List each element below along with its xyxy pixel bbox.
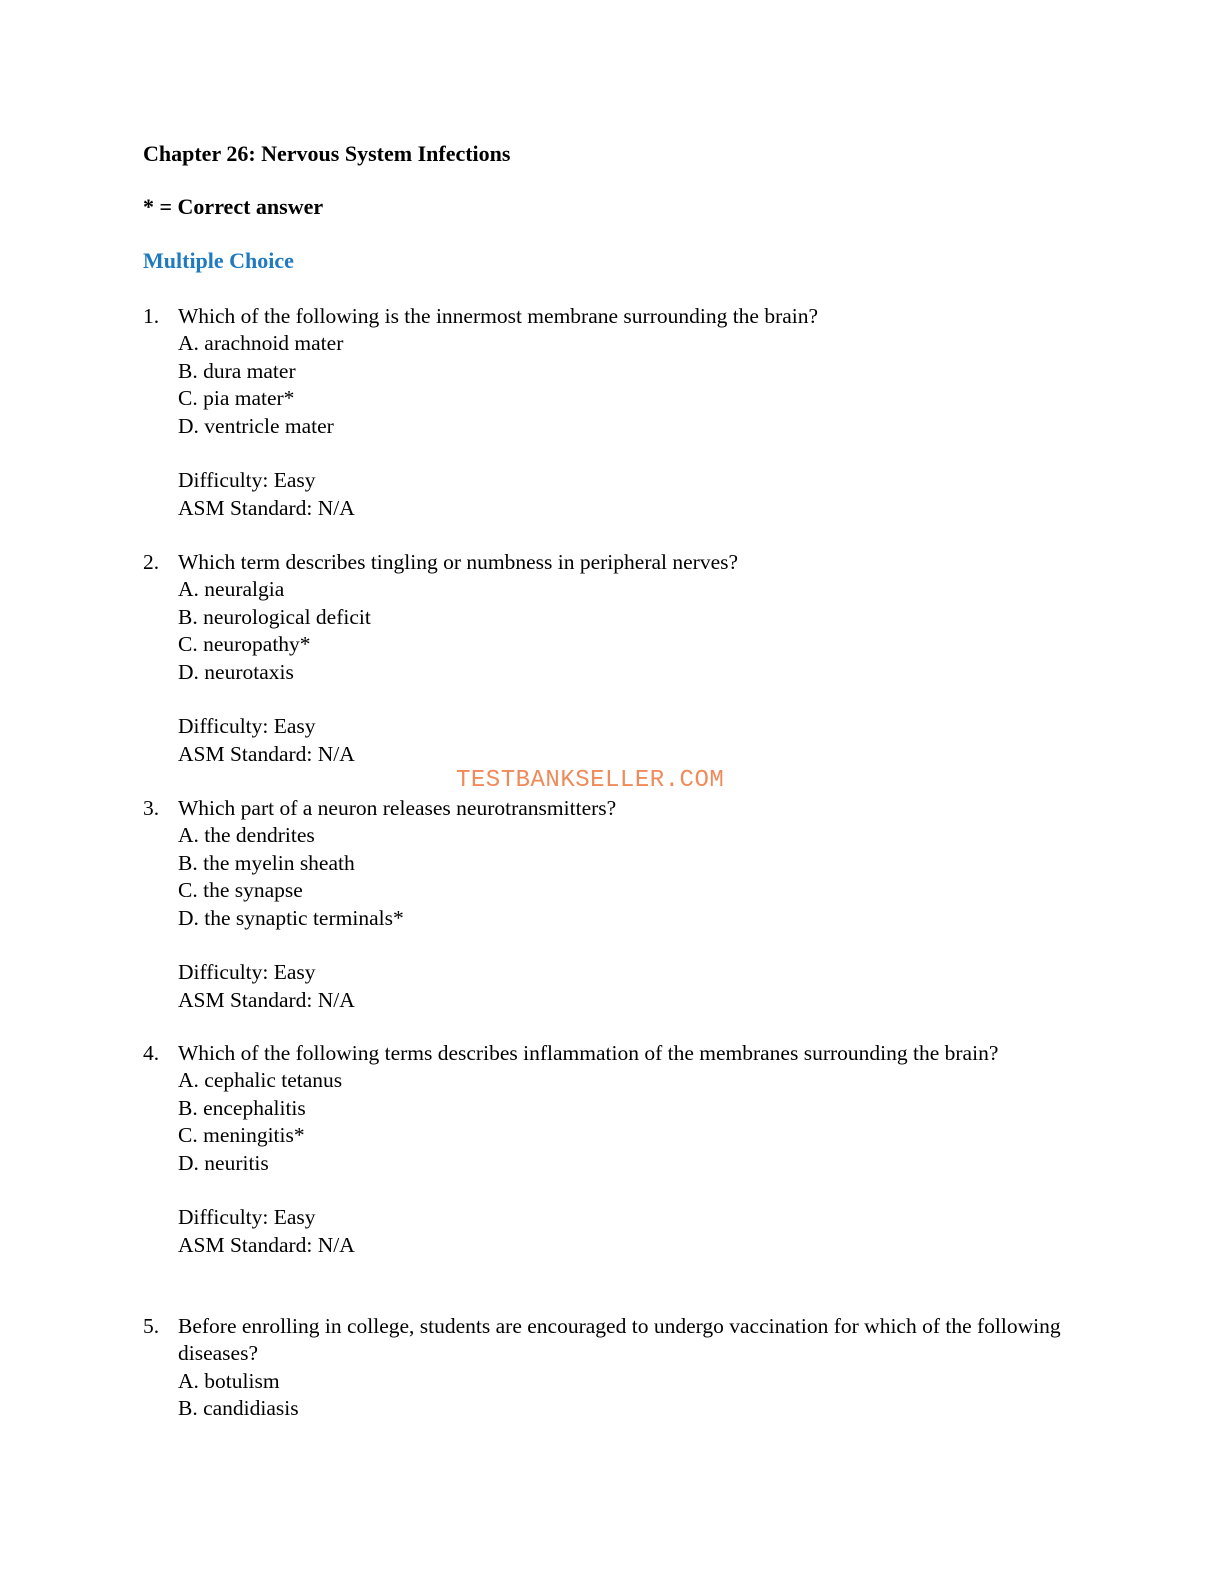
option-a: A. botulism (178, 1368, 280, 1393)
watermark: TESTBANKSELLER.COM (456, 767, 725, 794)
option-b: B. encephalitis (178, 1095, 306, 1120)
question-5 (143, 1313, 1073, 1423)
asm-standard-label: ASM Standard: N/A (178, 741, 355, 766)
option-c: C. neuropathy* (178, 632, 311, 657)
option-c: C. the synapse (178, 878, 303, 903)
option-c: C. meningitis* (178, 1123, 305, 1148)
asm-standard-label: ASM Standard: N/A (178, 1232, 355, 1257)
difficulty-label: Difficulty: Easy (178, 714, 316, 739)
question-4 (143, 1040, 1073, 1259)
option-b: B. candidiasis (178, 1396, 299, 1421)
question-3 (143, 795, 1073, 1014)
option-a: A. the dendrites (178, 823, 315, 848)
question-number: 2. (143, 550, 160, 574)
option-b: B. the myelin sheath (178, 850, 355, 875)
option-a: A. cephalic tetanus (178, 1068, 343, 1093)
question-number: 5. (143, 1314, 160, 1338)
asm-standard-label: ASM Standard: N/A (178, 495, 355, 520)
option-d: D. neuritis (178, 1150, 269, 1175)
difficulty-label: Difficulty: Easy (178, 960, 316, 985)
answer-legend: * = Correct answer (143, 194, 324, 219)
option-b: B. dura mater (178, 358, 296, 383)
question-text: Which of the following is the innermost membrane surrounding the brain? (178, 304, 819, 328)
question-text: Before enrolling in college, students are encouraged to undergo vaccination for which of the following diseases? (178, 1314, 1061, 1366)
option-a: A. arachnoid mater (178, 331, 344, 356)
chapter-title: Chapter 26: Nervous System Infections (143, 141, 511, 166)
difficulty-label: Difficulty: Easy (178, 1205, 316, 1230)
option-a: A. neuralgia (178, 577, 285, 602)
option-d: D. neurotaxis (178, 659, 294, 684)
question-text: Which of the following terms describes inflammation of the membranes surrounding the brain? (178, 1041, 999, 1065)
question-text: Which term describes tingling or numbness in peripheral nerves? (178, 550, 739, 574)
section-title: Multiple Choice (143, 248, 294, 273)
question-text: Which part of a neuron releases neurotransmitters? (178, 796, 617, 820)
option-d: D. the synaptic terminals* (178, 905, 404, 930)
option-b: B. neurological deficit (178, 604, 371, 629)
option-d: D. ventricle mater (178, 413, 334, 438)
question-number: 4. (143, 1041, 160, 1065)
question-1 (143, 303, 1073, 522)
asm-standard-label: ASM Standard: N/A (178, 987, 355, 1012)
question-number: 1. (143, 304, 160, 328)
question-number: 3. (143, 796, 160, 820)
difficulty-label: Difficulty: Easy (178, 468, 316, 493)
question-2 (143, 549, 1073, 768)
option-c: C. pia mater* (178, 386, 295, 411)
